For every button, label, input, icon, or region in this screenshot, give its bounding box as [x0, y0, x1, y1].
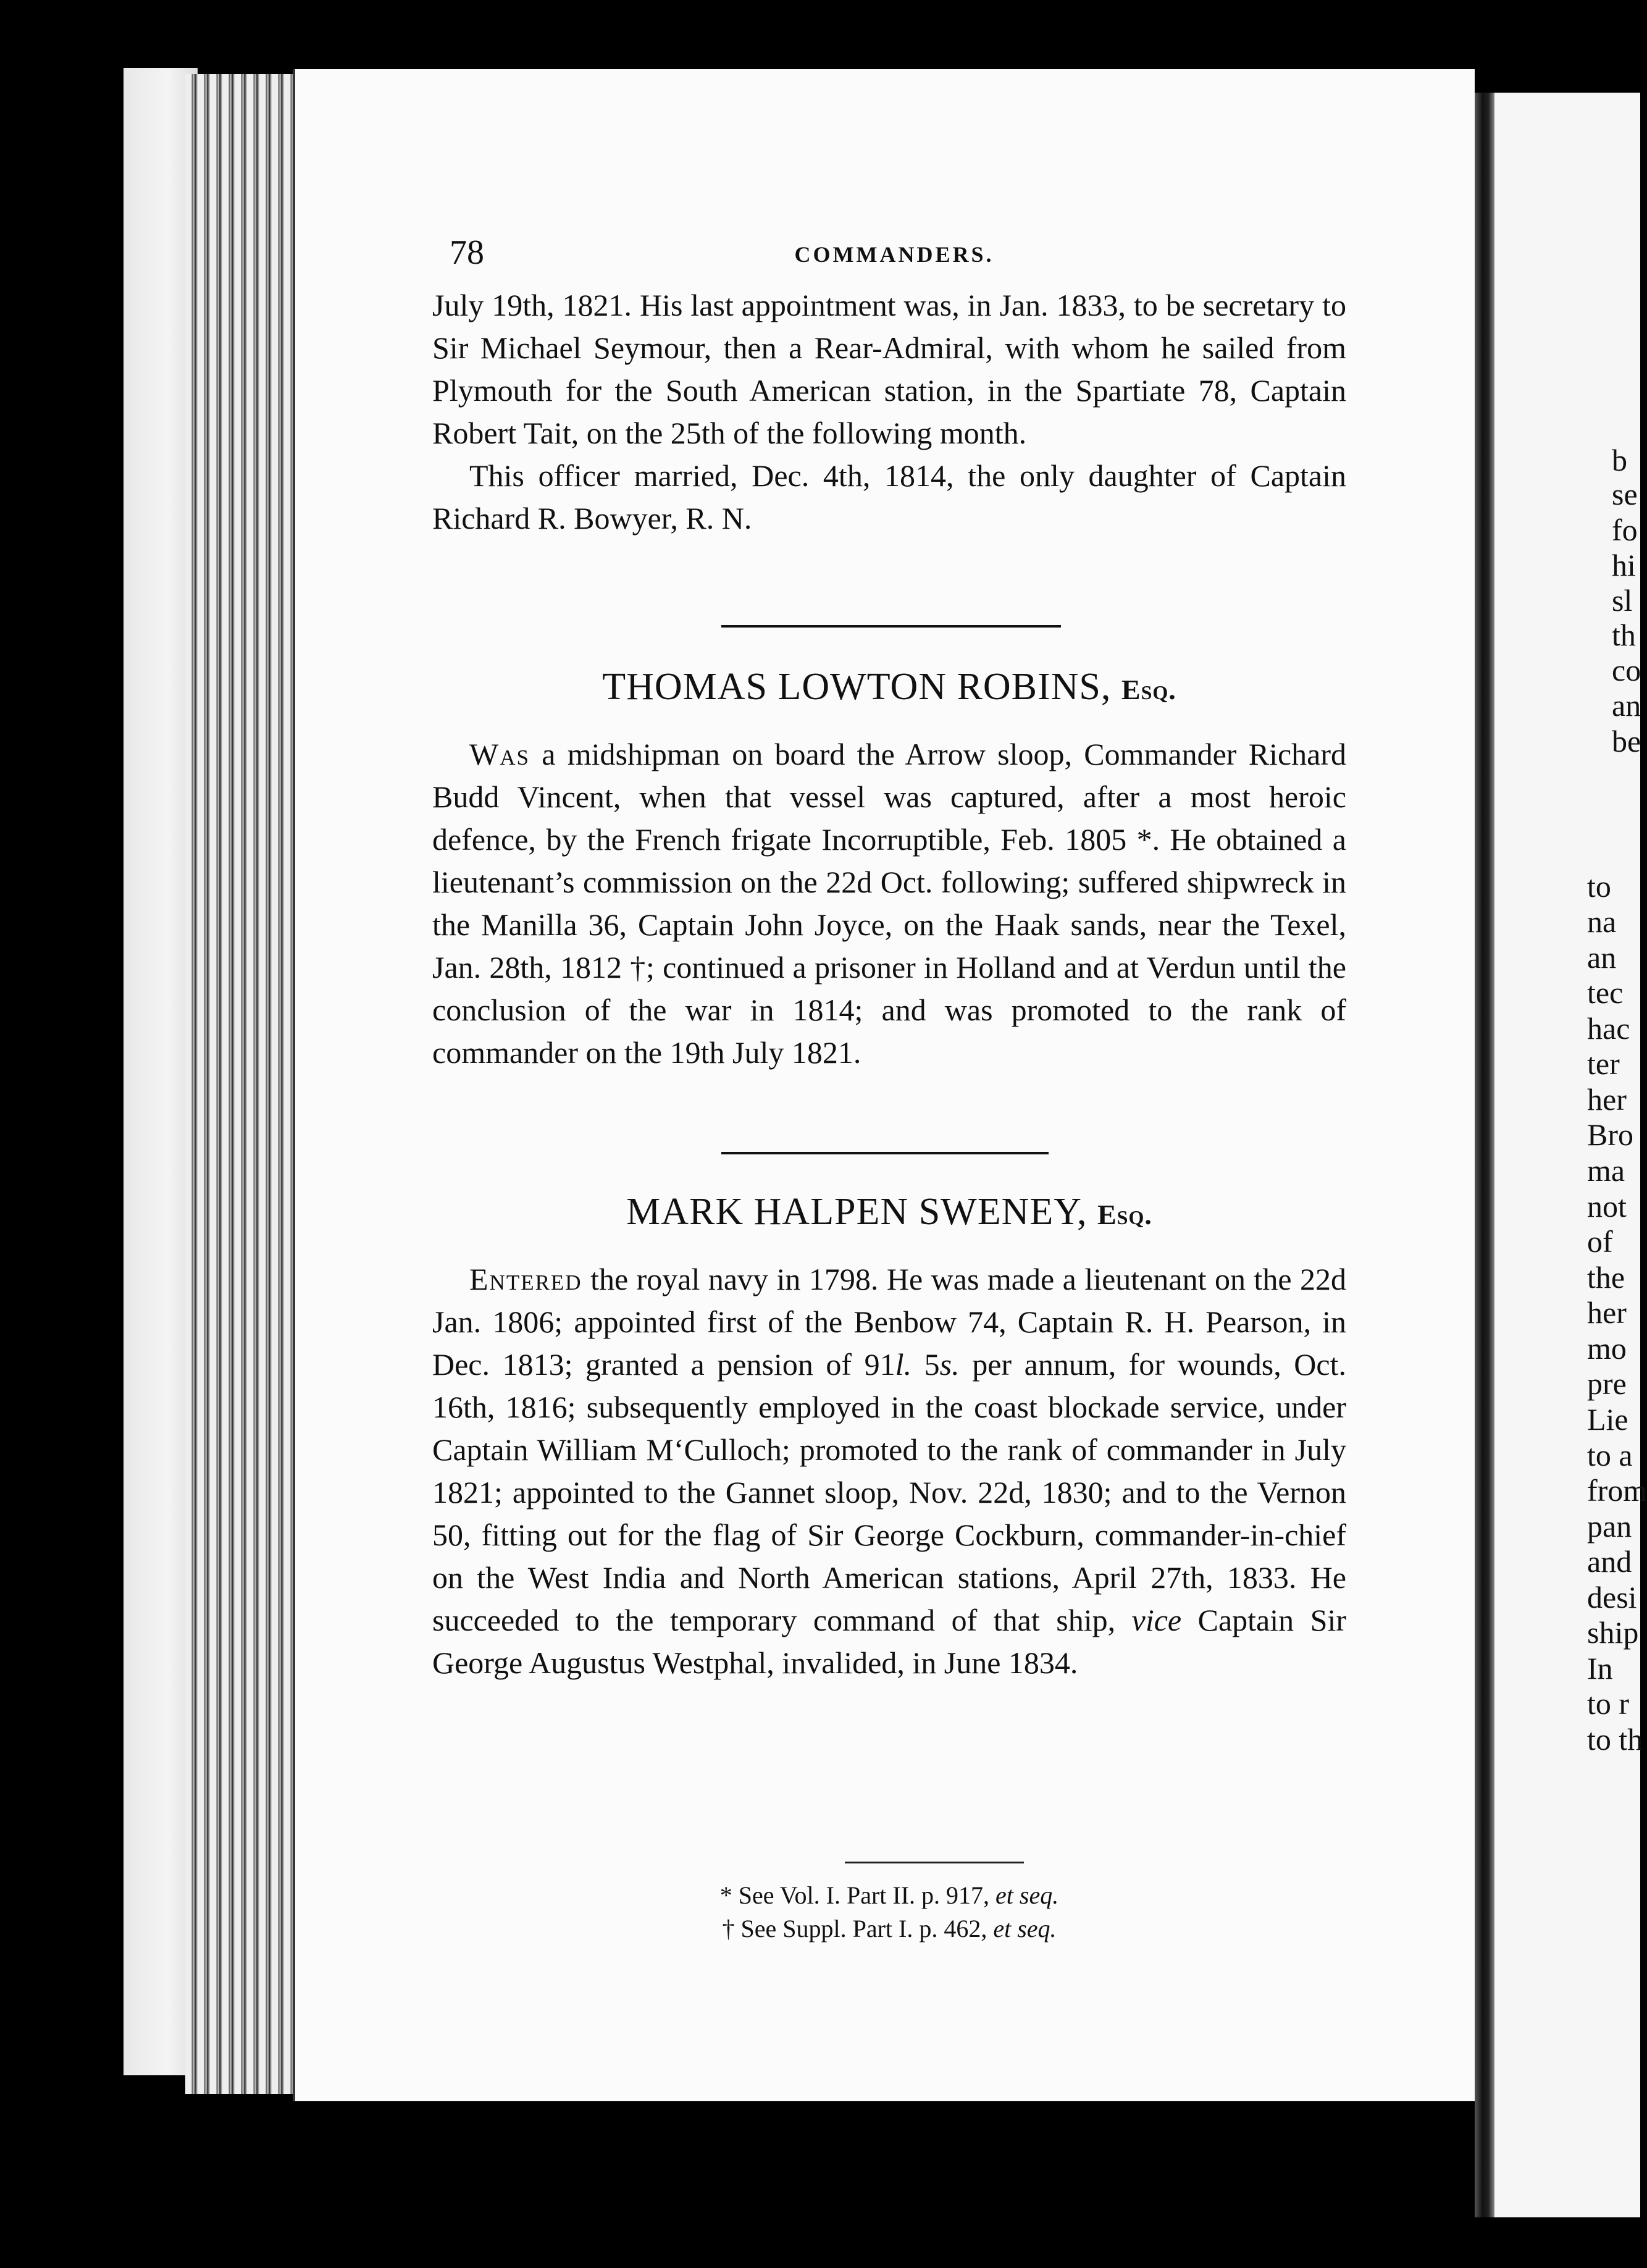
footnote-text: * See Vol. I. Part II. p. 917,	[719, 1881, 990, 1909]
footnote-2	[432, 1912, 1346, 1946]
next-page-fragment: desi	[1587, 1580, 1637, 1615]
next-page-fragment: an	[1612, 688, 1641, 723]
next-page-fragment: to r	[1587, 1686, 1630, 1721]
entry-text-part: per annum, for wounds, Oct. 16th, 1816; subsequently employed in the coast blockade service, under Captain William M‘Culloch; promoted to the rank of commander in July 1821; appointed to the Gannet sloop, Nov. 22d, 1830; and to the Vernon 50, fitting out for the flag of Sir George Cockburn, commander-in-chief on the West India and North American stations, April 27th, 1833. He succeeded to the temporary command of that ship,	[432, 1347, 1346, 1637]
next-page-fragment: mo	[1587, 1331, 1627, 1366]
next-page-fragment: In	[1587, 1651, 1613, 1686]
next-page-fragment: pre	[1587, 1366, 1627, 1401]
footnote-text: † See Suppl. Part I. p. 462,	[722, 1915, 987, 1942]
entry-body-sweney	[432, 1258, 1346, 1684]
footnote-etseq: et seq.	[993, 1915, 1057, 1942]
entry-paragraph-sweney	[432, 1258, 1346, 1684]
next-page-fragment: na	[1587, 904, 1617, 939]
entry-name-robins: THOMAS LOWTON ROBINS,	[602, 666, 1112, 708]
entry-lead-word: Entered	[469, 1262, 582, 1296]
next-page-fragment: of	[1587, 1224, 1613, 1259]
next-page-fragment: hac	[1587, 1011, 1630, 1046]
entry-text-part: 5	[912, 1347, 940, 1382]
page-number: 78	[450, 233, 484, 272]
next-page-fragment: hi	[1612, 548, 1636, 582]
entry-heading-sweney	[432, 1190, 1346, 1234]
next-page-fragment: to th	[1587, 1722, 1643, 1757]
next-page-fragment: her	[1587, 1295, 1627, 1330]
next-page-fragment: sl	[1612, 583, 1633, 618]
entry-text-italic: l.	[895, 1347, 912, 1382]
next-page-fragment: to a	[1587, 1438, 1633, 1472]
section-divider	[721, 1152, 1049, 1154]
book-gutter	[1475, 93, 1494, 2217]
next-page-fragment: and	[1587, 1544, 1632, 1579]
next-page-edge	[1494, 93, 1647, 2217]
section-divider	[721, 625, 1061, 628]
footnotes	[432, 1879, 1346, 1946]
next-page-fragment: the	[1587, 1260, 1625, 1295]
next-page-fragment: b	[1612, 443, 1627, 477]
next-page-fragment: be	[1612, 724, 1641, 758]
footnote-etseq: et seq.	[995, 1881, 1059, 1909]
next-page-fragment: co	[1612, 653, 1641, 687]
next-page-fragment: to	[1587, 869, 1611, 904]
entry-lead-word: Was	[469, 737, 530, 771]
next-page-fragment: th	[1612, 618, 1636, 652]
next-page-fragment: from	[1587, 1473, 1647, 1508]
next-page-fragment: ma	[1587, 1153, 1625, 1188]
entry-name-sweney: MARK HALPEN SWENEY,	[626, 1191, 1088, 1233]
footnote-1	[432, 1879, 1346, 1912]
next-page-fragment: pan	[1587, 1509, 1632, 1544]
entry-text-part: Captain Sir George Augustus Westphal, invalided, in June 1834.	[432, 1603, 1346, 1680]
entry-text-part: the royal navy in 1798. He was made a lieutenant on the 22d Jan. 1806; appointed first of the Benbow 74, Captain R. H. Pearson, in Dec. 1813; granted a pension of 91	[432, 1262, 1346, 1382]
next-page-fragment: not	[1587, 1189, 1627, 1224]
entry-suffix-sweney: Esq.	[1097, 1199, 1152, 1230]
next-page-fragment: se	[1612, 477, 1638, 511]
entry-suffix-robins: Esq.	[1121, 674, 1176, 705]
continuation-text	[432, 284, 1346, 540]
next-page-fragment: an	[1587, 940, 1617, 975]
continuation-paragraph-1: July 19th, 1821. His last appointment was, in Jan. 1833, to be secretary to Sir Michael Seymour, then a Rear-Admiral, with whom he sailed from Plymouth for the South American station, in the Spartiate 78, Captain Robert Tait, on the 25th of the following month.	[432, 288, 1346, 450]
book-page	[295, 69, 1475, 2101]
entry-heading-robins	[432, 665, 1346, 709]
next-page-fragment: ship	[1587, 1615, 1639, 1650]
next-page-fragment: fo	[1612, 513, 1638, 547]
book-page-edges	[185, 74, 309, 2094]
entry-body-robins	[432, 733, 1346, 1074]
entry-paragraph-robins	[432, 733, 1346, 1074]
running-head-title: COMMANDERS.	[794, 242, 994, 267]
next-page-fragment: Bro	[1587, 1117, 1633, 1152]
entry-text-italic: s.	[939, 1347, 960, 1382]
next-page-fragment: her	[1587, 1082, 1627, 1117]
footnote-divider	[845, 1862, 1024, 1863]
next-page-fragment: tec	[1587, 975, 1624, 1010]
next-page-fragment: ter	[1587, 1046, 1620, 1081]
running-head	[450, 233, 1339, 282]
entry-text: a midshipman on board the Arrow sloop, Commander Richard Budd Vincent, when that vessel was captured, after a most heroic defence, by the French frigate Incorruptible, Feb. 1805 *. He obtained a lieutenant’s commission on the 22d Oct. following; suffered shipwreck in the Manilla 36, Captain John Joyce, on the Haak sands, near the Texel, Jan. 28th, 1812 †; continued a prisoner in Holland and at Verdun until the conclusion of the war in 1814; and was promoted to the rank of commander on the 19th July 1821.	[432, 737, 1346, 1070]
next-page-fragment: Lie	[1587, 1402, 1628, 1437]
continuation-paragraph-2: This officer married, Dec. 4th, 1814, the only daughter of Captain Richard R. Bowyer, R. N.	[432, 458, 1346, 536]
entry-text-italic: vice	[1131, 1603, 1182, 1637]
